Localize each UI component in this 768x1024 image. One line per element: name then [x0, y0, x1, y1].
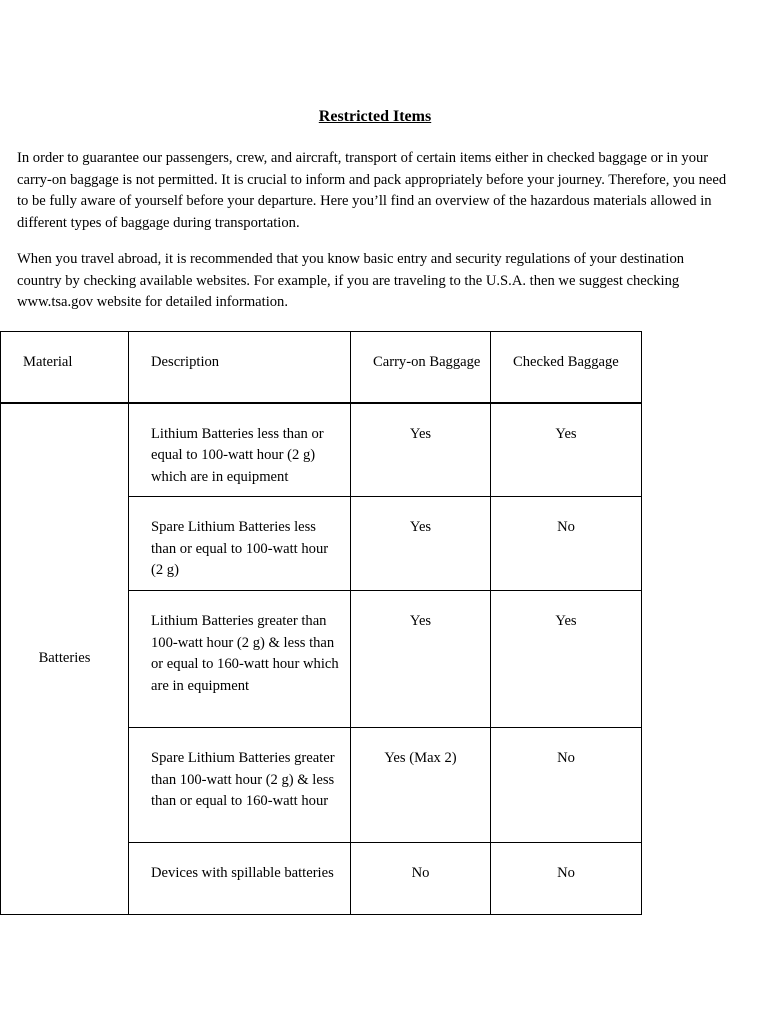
- row-checked: No: [491, 728, 642, 843]
- row-checked: Yes: [491, 591, 642, 728]
- row-checked: Yes: [491, 403, 642, 497]
- row-carry-on: Yes (Max 2): [351, 728, 491, 843]
- travel-advice-paragraph: When you travel abroad, it is recommended that you know basic entry and security regulations of your destination country by checking available websites. For example, if you are traveling to the U.S.A. then we suggest checking www.tsa.gov website for detailed information.: [17, 251, 685, 310]
- row-checked: No: [491, 843, 642, 915]
- header-description: Description: [129, 332, 351, 403]
- restricted-items-table: [0, 331, 642, 915]
- intro-paragraph: In order to guarantee our passengers, crew, and aircraft, transport of certain items either in checked baggage or in your carry-on baggage is not permitted. It is crucial to inform and pack appropriately before your journey. Therefore, you need to be fully aware of yourself before your departure. Here you’ll find an overview of the hazardous materials allowed in different types of baggage during transportation.: [17, 150, 727, 231]
- row-description: Spare Lithium Batteries greater than 100-watt hour (2 g) & less than or equal to 160-watt hour: [129, 728, 351, 843]
- page-title: Restricted Items: [318, 108, 432, 125]
- row-checked: No: [491, 497, 642, 591]
- row-carry-on: No: [351, 843, 491, 915]
- table-header-row: [1, 332, 642, 403]
- row-carry-on: Yes: [351, 591, 491, 728]
- header-carry-on: Carry-on Baggage: [351, 332, 491, 403]
- row-description: Lithium Batteries greater than 100-watt hour (2 g) & less than or equal to 160-watt hour which are in equipment: [129, 591, 351, 728]
- row-description: Spare Lithium Batteries less than or equal to 100-watt hour (2 g): [129, 497, 351, 591]
- row-description: Devices with spillable batteries: [129, 843, 351, 915]
- header-material: Material: [1, 332, 129, 403]
- row-carry-on: Yes: [351, 497, 491, 591]
- row-carry-on: Yes: [351, 403, 491, 497]
- table-row: [1, 403, 642, 497]
- row-description: Lithium Batteries less than or equal to 100-watt hour (2 g) which are in equipment: [129, 403, 351, 497]
- header-checked: Checked Baggage: [491, 332, 642, 403]
- material-batteries: Batteries: [1, 403, 129, 915]
